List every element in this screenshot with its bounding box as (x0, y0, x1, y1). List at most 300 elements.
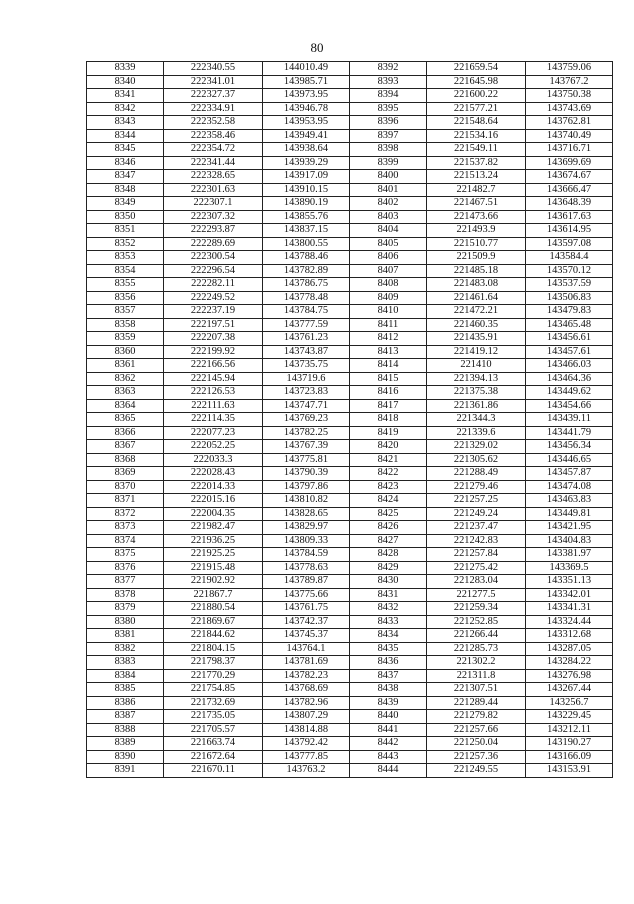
table-row (87, 656, 613, 670)
x-coord-left-cell: 222207.38 (164, 332, 263, 346)
x-coord-left-cell: 222358.46 (164, 129, 263, 143)
x-coord-left-cell: 222327.37 (164, 89, 263, 103)
point-id-left-cell: 8390 (87, 750, 164, 764)
x-coord-right-cell: 221493.9 (427, 224, 526, 238)
point-id-right-cell: 8412 (350, 332, 427, 346)
point-id-left-cell: 8339 (87, 62, 164, 76)
x-coord-left-cell: 222126.53 (164, 386, 263, 400)
point-id-right-cell: 8411 (350, 318, 427, 332)
x-coord-left-cell: 222237.19 (164, 305, 263, 319)
x-coord-right-cell: 221329.02 (427, 440, 526, 454)
x-coord-right-cell: 221259.34 (427, 602, 526, 616)
y-coord-left-cell: 143743.87 (263, 345, 350, 359)
x-coord-left-cell: 221936.25 (164, 534, 263, 548)
point-id-right-cell: 8413 (350, 345, 427, 359)
point-id-right-cell: 8396 (350, 116, 427, 130)
point-id-right-cell: 8392 (350, 62, 427, 76)
y-coord-left-cell: 143917.09 (263, 170, 350, 184)
point-id-right-cell: 8429 (350, 561, 427, 575)
y-coord-right-cell: 143369.5 (526, 561, 613, 575)
x-coord-right-cell: 221548.64 (427, 116, 526, 130)
table-row (87, 575, 613, 589)
y-coord-left-cell: 143973.95 (263, 89, 350, 103)
table-row (87, 480, 613, 494)
y-coord-right-cell: 143648.39 (526, 197, 613, 211)
x-coord-right-cell: 221473.66 (427, 210, 526, 224)
point-id-right-cell: 8438 (350, 683, 427, 697)
y-coord-left-cell: 143769.23 (263, 413, 350, 427)
point-id-right-cell: 8408 (350, 278, 427, 292)
table-row (87, 683, 613, 697)
y-coord-left-cell: 143814.88 (263, 723, 350, 737)
point-id-right-cell: 8427 (350, 534, 427, 548)
table-row (87, 696, 613, 710)
x-coord-left-cell: 222145.94 (164, 372, 263, 386)
x-coord-left-cell: 221663.74 (164, 737, 263, 751)
y-coord-right-cell: 143456.34 (526, 440, 613, 454)
x-coord-left-cell: 221754.85 (164, 683, 263, 697)
table-row (87, 197, 613, 211)
point-id-left-cell: 8374 (87, 534, 164, 548)
table-row (87, 291, 613, 305)
point-id-left-cell: 8351 (87, 224, 164, 238)
y-coord-right-cell: 143762.81 (526, 116, 613, 130)
x-coord-left-cell: 221735.05 (164, 710, 263, 724)
x-coord-right-cell: 221249.55 (427, 764, 526, 778)
y-coord-right-cell: 143537.59 (526, 278, 613, 292)
point-id-left-cell: 8361 (87, 359, 164, 373)
x-coord-left-cell: 222352.58 (164, 116, 263, 130)
point-id-right-cell: 8401 (350, 183, 427, 197)
table-row (87, 710, 613, 724)
y-coord-left-cell: 143775.66 (263, 588, 350, 602)
point-id-right-cell: 8425 (350, 507, 427, 521)
y-coord-right-cell: 143750.38 (526, 89, 613, 103)
x-coord-left-cell: 222307.1 (164, 197, 263, 211)
y-coord-right-cell: 143474.08 (526, 480, 613, 494)
y-coord-left-cell: 143778.48 (263, 291, 350, 305)
x-coord-right-cell: 221645.98 (427, 75, 526, 89)
x-coord-right-cell: 221485.18 (427, 264, 526, 278)
point-id-left-cell: 8354 (87, 264, 164, 278)
x-coord-left-cell: 222307.32 (164, 210, 263, 224)
point-id-right-cell: 8439 (350, 696, 427, 710)
table-row (87, 89, 613, 103)
x-coord-left-cell: 221902.92 (164, 575, 263, 589)
table-row (87, 102, 613, 116)
x-coord-right-cell: 221410 (427, 359, 526, 373)
x-coord-right-cell: 221659.54 (427, 62, 526, 76)
table-row (87, 156, 613, 170)
y-coord-right-cell: 143439.11 (526, 413, 613, 427)
x-coord-right-cell: 221311.8 (427, 669, 526, 683)
y-coord-left-cell: 143910.15 (263, 183, 350, 197)
point-id-right-cell: 8444 (350, 764, 427, 778)
y-coord-right-cell: 143276.98 (526, 669, 613, 683)
table-row (87, 440, 613, 454)
point-id-right-cell: 8434 (350, 629, 427, 643)
point-id-right-cell: 8409 (350, 291, 427, 305)
table-row (87, 413, 613, 427)
table-row (87, 602, 613, 616)
y-coord-right-cell: 143229.45 (526, 710, 613, 724)
point-id-right-cell: 8443 (350, 750, 427, 764)
x-coord-left-cell: 221869.67 (164, 615, 263, 629)
x-coord-left-cell: 222282.11 (164, 278, 263, 292)
y-coord-left-cell: 143946.78 (263, 102, 350, 116)
table-row (87, 345, 613, 359)
point-id-left-cell: 8388 (87, 723, 164, 737)
x-coord-left-cell: 222114.35 (164, 413, 263, 427)
point-id-right-cell: 8419 (350, 426, 427, 440)
point-id-left-cell: 8356 (87, 291, 164, 305)
y-coord-left-cell: 143890.19 (263, 197, 350, 211)
point-id-right-cell: 8403 (350, 210, 427, 224)
point-id-right-cell: 8420 (350, 440, 427, 454)
y-coord-right-cell: 143351.13 (526, 575, 613, 589)
point-id-left-cell: 8342 (87, 102, 164, 116)
y-coord-left-cell: 143788.46 (263, 251, 350, 265)
y-coord-right-cell: 143740.49 (526, 129, 613, 143)
point-id-left-cell: 8340 (87, 75, 164, 89)
point-id-right-cell: 8433 (350, 615, 427, 629)
y-coord-right-cell: 143421.95 (526, 521, 613, 535)
y-coord-left-cell: 143855.76 (263, 210, 350, 224)
y-coord-left-cell: 143807.29 (263, 710, 350, 724)
table-row (87, 494, 613, 508)
x-coord-left-cell: 221982.47 (164, 521, 263, 535)
table-row (87, 642, 613, 656)
table-row (87, 237, 613, 251)
y-coord-left-cell: 143800.55 (263, 237, 350, 251)
x-coord-right-cell: 221252.85 (427, 615, 526, 629)
y-coord-left-cell: 143809.33 (263, 534, 350, 548)
x-coord-right-cell: 221534.16 (427, 129, 526, 143)
point-id-left-cell: 8341 (87, 89, 164, 103)
y-coord-left-cell: 143764.1 (263, 642, 350, 656)
table-row (87, 399, 613, 413)
y-coord-left-cell: 143810.82 (263, 494, 350, 508)
point-id-left-cell: 8358 (87, 318, 164, 332)
table-row (87, 615, 613, 629)
y-coord-right-cell: 143699.69 (526, 156, 613, 170)
y-coord-left-cell: 143837.15 (263, 224, 350, 238)
point-id-left-cell: 8370 (87, 480, 164, 494)
point-id-left-cell: 8348 (87, 183, 164, 197)
y-coord-right-cell: 143284.22 (526, 656, 613, 670)
table-row (87, 764, 613, 778)
point-id-left-cell: 8364 (87, 399, 164, 413)
point-id-right-cell: 8440 (350, 710, 427, 724)
y-coord-right-cell: 143454.66 (526, 399, 613, 413)
y-coord-right-cell: 143324.44 (526, 615, 613, 629)
y-coord-right-cell: 143446.65 (526, 453, 613, 467)
table-row (87, 210, 613, 224)
point-id-left-cell: 8384 (87, 669, 164, 683)
table-row (87, 143, 613, 157)
point-id-right-cell: 8421 (350, 453, 427, 467)
x-coord-left-cell: 222296.54 (164, 264, 263, 278)
x-coord-left-cell: 222197.51 (164, 318, 263, 332)
x-coord-left-cell: 222249.52 (164, 291, 263, 305)
y-coord-left-cell: 143723.83 (263, 386, 350, 400)
table-row (87, 521, 613, 535)
point-id-right-cell: 8397 (350, 129, 427, 143)
y-coord-right-cell: 143456.61 (526, 332, 613, 346)
point-id-left-cell: 8376 (87, 561, 164, 575)
y-coord-left-cell: 143828.65 (263, 507, 350, 521)
y-coord-left-cell: 143747.71 (263, 399, 350, 413)
x-coord-right-cell: 221302.2 (427, 656, 526, 670)
table-row (87, 737, 613, 751)
point-id-left-cell: 8367 (87, 440, 164, 454)
table-row (87, 561, 613, 575)
x-coord-left-cell: 222199.92 (164, 345, 263, 359)
x-coord-right-cell: 221467.51 (427, 197, 526, 211)
x-coord-right-cell: 221510.77 (427, 237, 526, 251)
x-coord-left-cell: 221798.37 (164, 656, 263, 670)
y-coord-left-cell: 143778.63 (263, 561, 350, 575)
point-id-right-cell: 8428 (350, 548, 427, 562)
point-id-right-cell: 8417 (350, 399, 427, 413)
point-id-right-cell: 8424 (350, 494, 427, 508)
point-id-left-cell: 8344 (87, 129, 164, 143)
x-coord-left-cell: 222077.23 (164, 426, 263, 440)
y-coord-right-cell: 143465.48 (526, 318, 613, 332)
y-coord-left-cell: 143829.97 (263, 521, 350, 535)
y-coord-left-cell: 143761.75 (263, 602, 350, 616)
x-coord-left-cell: 222341.44 (164, 156, 263, 170)
table-row (87, 467, 613, 481)
x-coord-right-cell: 221435.91 (427, 332, 526, 346)
x-coord-right-cell: 221577.21 (427, 102, 526, 116)
y-coord-right-cell: 143463.83 (526, 494, 613, 508)
x-coord-left-cell: 222289.69 (164, 237, 263, 251)
point-id-right-cell: 8416 (350, 386, 427, 400)
x-coord-right-cell: 221549.11 (427, 143, 526, 157)
y-coord-right-cell: 143464.36 (526, 372, 613, 386)
y-coord-right-cell: 143381.97 (526, 548, 613, 562)
point-id-left-cell: 8377 (87, 575, 164, 589)
point-id-right-cell: 8405 (350, 237, 427, 251)
x-coord-left-cell: 222014.33 (164, 480, 263, 494)
y-coord-right-cell: 143584.4 (526, 251, 613, 265)
y-coord-left-cell: 143767.39 (263, 440, 350, 454)
point-id-left-cell: 8346 (87, 156, 164, 170)
x-coord-right-cell: 221283.04 (427, 575, 526, 589)
y-coord-right-cell: 143716.71 (526, 143, 613, 157)
y-coord-right-cell: 143506.83 (526, 291, 613, 305)
y-coord-left-cell: 143949.41 (263, 129, 350, 143)
x-coord-right-cell: 221249.24 (427, 507, 526, 521)
table-row (87, 629, 613, 643)
point-id-left-cell: 8362 (87, 372, 164, 386)
point-id-left-cell: 8378 (87, 588, 164, 602)
table-row (87, 386, 613, 400)
x-coord-left-cell: 221915.48 (164, 561, 263, 575)
y-coord-left-cell: 143775.81 (263, 453, 350, 467)
point-id-right-cell: 8441 (350, 723, 427, 737)
x-coord-left-cell: 221844.62 (164, 629, 263, 643)
table-row (87, 750, 613, 764)
table-row (87, 75, 613, 89)
x-coord-left-cell: 222301.63 (164, 183, 263, 197)
y-coord-left-cell: 143985.71 (263, 75, 350, 89)
point-id-right-cell: 8402 (350, 197, 427, 211)
point-id-right-cell: 8432 (350, 602, 427, 616)
table-row (87, 453, 613, 467)
x-coord-left-cell: 222111.63 (164, 399, 263, 413)
x-coord-left-cell: 222300.54 (164, 251, 263, 265)
x-coord-left-cell: 222052.25 (164, 440, 263, 454)
x-coord-left-cell: 221705.57 (164, 723, 263, 737)
table-row (87, 224, 613, 238)
y-coord-right-cell: 143597.08 (526, 237, 613, 251)
x-coord-right-cell: 221339.6 (427, 426, 526, 440)
point-id-right-cell: 8399 (350, 156, 427, 170)
point-id-right-cell: 8418 (350, 413, 427, 427)
y-coord-left-cell: 143777.59 (263, 318, 350, 332)
table-row (87, 332, 613, 346)
x-coord-right-cell: 221509.9 (427, 251, 526, 265)
y-coord-left-cell: 143789.87 (263, 575, 350, 589)
y-coord-right-cell: 143404.83 (526, 534, 613, 548)
point-id-left-cell: 8352 (87, 237, 164, 251)
y-coord-left-cell: 143782.96 (263, 696, 350, 710)
x-coord-right-cell: 221483.08 (427, 278, 526, 292)
page-number: 80 (310, 40, 324, 55)
y-coord-right-cell: 143342.01 (526, 588, 613, 602)
coordinates-table-body (87, 62, 613, 778)
table-row (87, 318, 613, 332)
y-coord-right-cell: 143212.11 (526, 723, 613, 737)
point-id-right-cell: 8436 (350, 656, 427, 670)
y-coord-right-cell: 143743.69 (526, 102, 613, 116)
y-coord-right-cell: 143449.81 (526, 507, 613, 521)
point-id-left-cell: 8347 (87, 170, 164, 184)
table-row (87, 251, 613, 265)
y-coord-left-cell: 143745.37 (263, 629, 350, 643)
y-coord-right-cell: 143617.63 (526, 210, 613, 224)
point-id-left-cell: 8386 (87, 696, 164, 710)
point-id-left-cell: 8363 (87, 386, 164, 400)
point-id-right-cell: 8410 (350, 305, 427, 319)
x-coord-left-cell: 221804.15 (164, 642, 263, 656)
y-coord-right-cell: 143287.05 (526, 642, 613, 656)
table-row (87, 129, 613, 143)
x-coord-right-cell: 221305.62 (427, 453, 526, 467)
y-coord-left-cell: 143782.89 (263, 264, 350, 278)
table-row (87, 183, 613, 197)
x-coord-right-cell: 221537.82 (427, 156, 526, 170)
y-coord-right-cell: 143466.03 (526, 359, 613, 373)
y-coord-right-cell: 143666.47 (526, 183, 613, 197)
y-coord-left-cell: 143768.69 (263, 683, 350, 697)
y-coord-right-cell: 143153.91 (526, 764, 613, 778)
x-coord-right-cell: 221289.44 (427, 696, 526, 710)
x-coord-right-cell: 221600.22 (427, 89, 526, 103)
table-row (87, 372, 613, 386)
y-coord-right-cell: 143312.68 (526, 629, 613, 643)
x-coord-left-cell: 222004.35 (164, 507, 263, 521)
x-coord-right-cell: 221279.82 (427, 710, 526, 724)
table-row (87, 359, 613, 373)
y-coord-left-cell: 143784.59 (263, 548, 350, 562)
x-coord-right-cell: 221285.73 (427, 642, 526, 656)
x-coord-left-cell: 222028.43 (164, 467, 263, 481)
y-coord-right-cell: 143767.2 (526, 75, 613, 89)
y-coord-left-cell: 143784.75 (263, 305, 350, 319)
point-id-left-cell: 8350 (87, 210, 164, 224)
point-id-right-cell: 8414 (350, 359, 427, 373)
y-coord-left-cell: 143938.64 (263, 143, 350, 157)
table-row (87, 588, 613, 602)
x-coord-right-cell: 221257.36 (427, 750, 526, 764)
table-row (87, 669, 613, 683)
point-id-left-cell: 8391 (87, 764, 164, 778)
x-coord-left-cell: 222293.87 (164, 224, 263, 238)
y-coord-right-cell: 143674.67 (526, 170, 613, 184)
x-coord-left-cell: 222015.16 (164, 494, 263, 508)
x-coord-left-cell: 222166.56 (164, 359, 263, 373)
point-id-left-cell: 8357 (87, 305, 164, 319)
y-coord-right-cell: 143441.79 (526, 426, 613, 440)
x-coord-right-cell: 221237.47 (427, 521, 526, 535)
y-coord-right-cell: 143190.27 (526, 737, 613, 751)
x-coord-left-cell: 221732.69 (164, 696, 263, 710)
x-coord-left-cell: 222033.3 (164, 453, 263, 467)
x-coord-left-cell: 222354.72 (164, 143, 263, 157)
point-id-right-cell: 8395 (350, 102, 427, 116)
x-coord-right-cell: 221460.35 (427, 318, 526, 332)
y-coord-left-cell: 143797.86 (263, 480, 350, 494)
y-coord-left-cell: 143953.95 (263, 116, 350, 130)
table-row (87, 62, 613, 76)
x-coord-left-cell: 222334.91 (164, 102, 263, 116)
x-coord-right-cell: 221394.13 (427, 372, 526, 386)
point-id-right-cell: 8426 (350, 521, 427, 535)
y-coord-left-cell: 143790.39 (263, 467, 350, 481)
x-coord-right-cell: 221266.44 (427, 629, 526, 643)
y-coord-right-cell: 143449.62 (526, 386, 613, 400)
x-coord-left-cell: 221672.64 (164, 750, 263, 764)
x-coord-right-cell: 221419.12 (427, 345, 526, 359)
coordinates-table (86, 61, 613, 778)
point-id-right-cell: 8394 (350, 89, 427, 103)
point-id-left-cell: 8345 (87, 143, 164, 157)
x-coord-left-cell: 221925.25 (164, 548, 263, 562)
point-id-right-cell: 8431 (350, 588, 427, 602)
y-coord-left-cell: 143781.69 (263, 656, 350, 670)
y-coord-left-cell: 143786.75 (263, 278, 350, 292)
x-coord-right-cell: 221250.04 (427, 737, 526, 751)
y-coord-right-cell: 143479.83 (526, 305, 613, 319)
point-id-left-cell: 8372 (87, 507, 164, 521)
x-coord-right-cell: 221361.86 (427, 399, 526, 413)
point-id-left-cell: 8366 (87, 426, 164, 440)
point-id-right-cell: 8437 (350, 669, 427, 683)
x-coord-right-cell: 221277.5 (427, 588, 526, 602)
y-coord-right-cell: 143570.12 (526, 264, 613, 278)
table-row (87, 723, 613, 737)
table-row (87, 278, 613, 292)
point-id-right-cell: 8430 (350, 575, 427, 589)
table-row (87, 264, 613, 278)
point-id-left-cell: 8389 (87, 737, 164, 751)
y-coord-left-cell: 143763.2 (263, 764, 350, 778)
y-coord-left-cell: 143782.25 (263, 426, 350, 440)
point-id-left-cell: 8385 (87, 683, 164, 697)
